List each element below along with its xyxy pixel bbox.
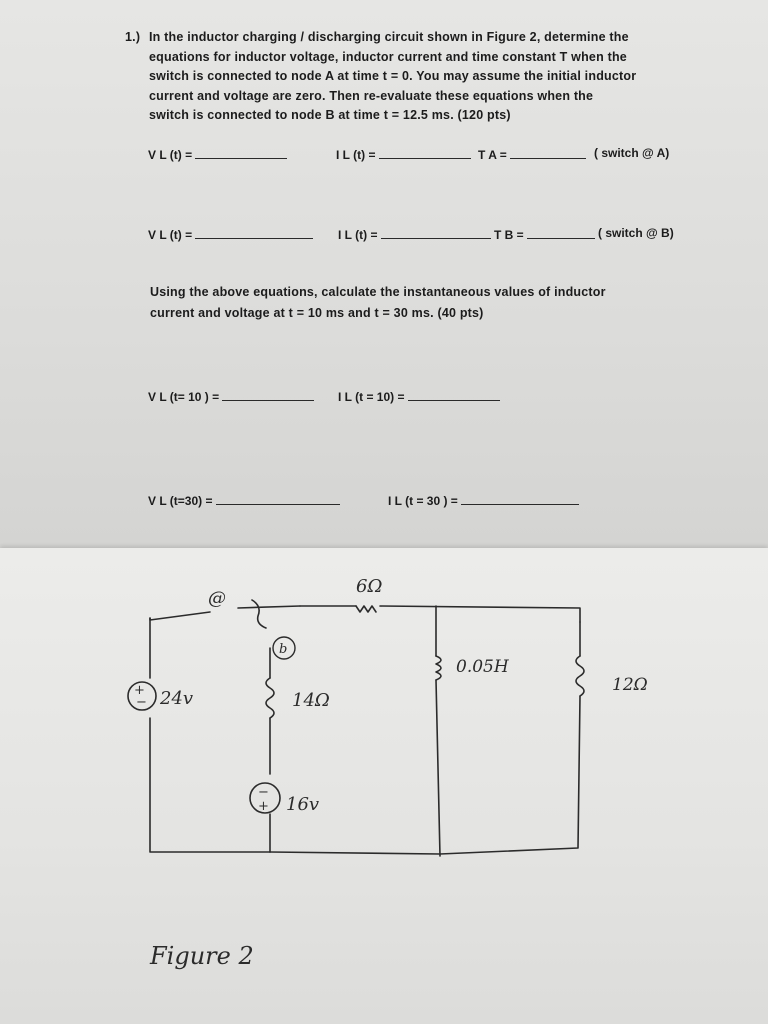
resistor-6ohm-label: 6Ω: [356, 576, 383, 597]
vl-t10-label: V L (t= 10 ) =: [148, 390, 220, 404]
problem-line-4: current and voltage are zero. Then re-evaluate these equations when the: [149, 88, 594, 103]
il-t30-blank[interactable]: [461, 492, 579, 505]
tau-b-field: [494, 226, 595, 242]
il-t30-label: I L (t = 30 ) =: [388, 494, 458, 508]
switch-arm: [252, 600, 266, 628]
switch-a-note: ( switch @ A): [594, 146, 670, 160]
inductor-label: 0.05H: [456, 657, 509, 677]
vl-t10-field: [148, 388, 314, 404]
source-24v-label: 24v: [160, 688, 194, 709]
inductor-coil: [436, 656, 441, 680]
resistor-12ohm-label: 12Ω: [612, 675, 648, 695]
wire-left-top: [150, 612, 210, 620]
problem-line-1: In the inductor charging / discharging circuit shown in Figure 2, determine the: [149, 30, 629, 44]
problem-line-2: equations for inductor voltage, inductor current and time constant T when the: [149, 49, 627, 64]
il-t10-field: [338, 388, 500, 404]
vl-t10-blank[interactable]: [222, 388, 314, 401]
answer-row-switch-a: [148, 146, 708, 166]
problem-line-5: switch is connected to node B at time t = 12.5 ms. (120 pts): [149, 108, 511, 122]
il-a-blank[interactable]: [379, 146, 471, 159]
resistor-14ohm-label: 14Ω: [292, 690, 330, 711]
wire-left-vertical-lower: [150, 718, 270, 852]
wire-inductor-bottom: [436, 680, 440, 856]
il-t10-label: I L (t = 10) =: [338, 390, 405, 404]
il-t30-field: [388, 492, 579, 508]
wire-bottom-middle: [270, 852, 440, 854]
vl-b-blank[interactable]: [195, 226, 313, 239]
vl-a-field: [148, 146, 287, 162]
tau-a-blank[interactable]: [510, 146, 586, 159]
source-16v-polarity-plus: +: [258, 799, 269, 814]
source-24v-polarity-plus: +: [134, 683, 145, 698]
switch-pivot-wire: [238, 606, 300, 608]
figure-caption: Figure 2: [150, 942, 254, 970]
vl-t30-label: V L (t=30) =: [148, 494, 213, 508]
il-a-field: [336, 146, 471, 162]
tau-a-field: [478, 146, 586, 162]
il-b-field: [338, 226, 491, 242]
tau-b-blank[interactable]: [527, 226, 595, 239]
switch-b-note: ( switch @ B): [598, 226, 674, 240]
il-b-blank[interactable]: [381, 226, 491, 239]
part2-statement: [150, 282, 690, 324]
il-a-label: I L (t) =: [336, 148, 376, 162]
figure-2-circuit: [0, 548, 768, 1024]
vl-t30-blank[interactable]: [216, 492, 340, 505]
source-16v-polarity-minus: −: [258, 785, 269, 800]
problem-statement: [125, 28, 705, 126]
resistor-12ohm: [576, 656, 584, 696]
answer-row-t30: [148, 492, 708, 512]
resistor-6ohm: [356, 606, 376, 612]
vl-b-field: [148, 226, 313, 242]
source-16v-label: 16v: [286, 794, 320, 815]
problem-number: 1.): [125, 30, 141, 44]
il-b-label: I L (t) =: [338, 228, 378, 242]
problem-line-3: switch is connected to node A at time t = 0. You may assume the initial inductor: [149, 69, 637, 83]
part2-line-1: Using the above equations, calculate the instantaneous values of inductor: [150, 285, 606, 299]
vl-a-blank[interactable]: [195, 146, 287, 159]
source-24v-polarity-minus: −: [136, 695, 147, 710]
wire-top-right: [380, 606, 580, 622]
resistor-14ohm: [266, 678, 274, 718]
answer-row-switch-b: [148, 226, 708, 246]
tau-b-label: T B =: [494, 228, 524, 242]
tau-a-label: T A =: [478, 148, 507, 162]
wire-right-bottom: [440, 696, 580, 854]
il-t10-blank[interactable]: [408, 388, 500, 401]
vl-b-label: V L (t) =: [148, 228, 193, 242]
vl-t30-field: [148, 492, 340, 508]
answer-row-t10: [148, 388, 708, 408]
node-a-label: @: [208, 588, 226, 609]
vl-a-label: V L (t) =: [148, 148, 193, 162]
node-b-label: b: [279, 642, 288, 657]
part2-line-2: current and voltage at t = 10 ms and t = 30 ms. (40 pts): [150, 306, 484, 320]
